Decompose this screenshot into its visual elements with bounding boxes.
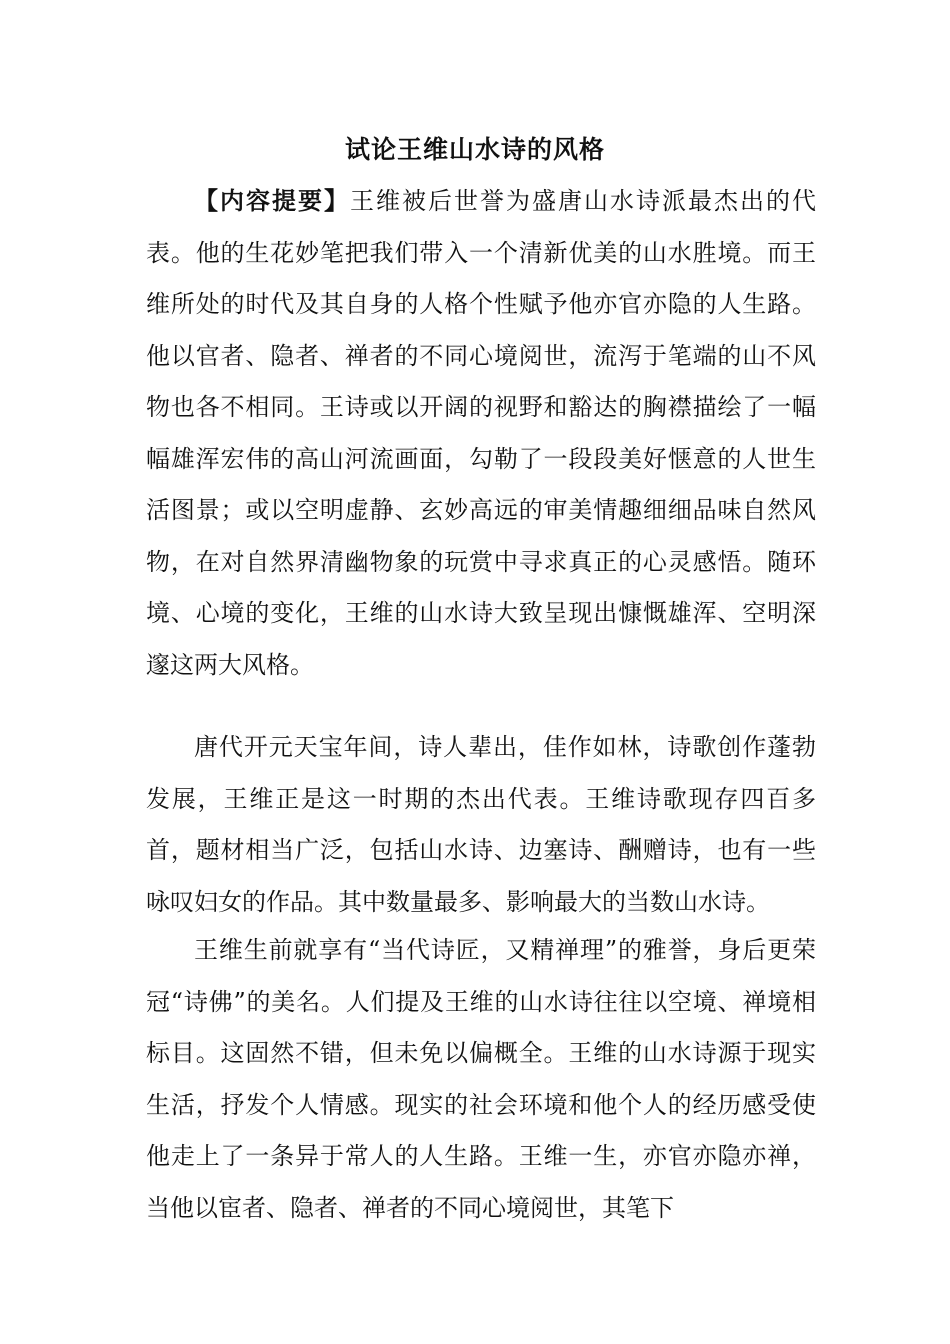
body-paragraph-2: 王维生前就享有“当代诗匠，又精禅理”的雅誉，身后更荣冠“诗佛”的美名。人们提及王维的山水诗往往以空境、禅境相标目。这固然不错，但未免以偏概全。王维的山水诗源于现实生活，抒发个人情感。现实的社会环境和他个人的经历感受使他走上了一条异于常人的人生路。王维一生，亦官亦隐亦禅，当他以宦者、隐者、禅者的不同心境阅世，其笔下 (146, 936, 816, 1222)
abstract-text: 王维被后世誉为盛唐山水诗派最杰出的代表。他的生花妙笔把我们带入一个清新优美的山水胜境。而王维所处的时代及其自身的人格个性赋予他亦官亦隐的人生路。他以官者、隐者、禅者的不同心境阅世，流泻于笔端的山不风物也各不相同。王诗或以开阔的视野和豁达的胸襟描绘了一幅幅雄浑宏伟的高山河流画面，勾勒了一段段美好惬意的人世生活图景；或以空明虚静、玄妙高远的审美情趣细细品味自然风物，在对自然界清幽物象的玩赏中寻求真正的心灵感悟。随环境、心境的变化，王维的山水诗大致呈现出慷慨雄浑、空明深邃这两大风格。 (146, 187, 816, 679)
body-paragraph-1: 唐代开元天宝年间，诗人辈出，佳作如林，诗歌创作蓬勃发展，王维正是这一时期的杰出代表。王维诗歌现存四百多首，题材相当广泛，包括山水诗、边塞诗、酬赠诗，也有一些咏叹妇女的作品。其中数量最多、影响最大的当数山水诗。 (146, 733, 816, 916)
abstract-label: 【内容提要】 (194, 187, 350, 215)
abstract-paragraph (146, 176, 816, 691)
document-title: 试论王维山水诗的风格 (344, 135, 605, 164)
